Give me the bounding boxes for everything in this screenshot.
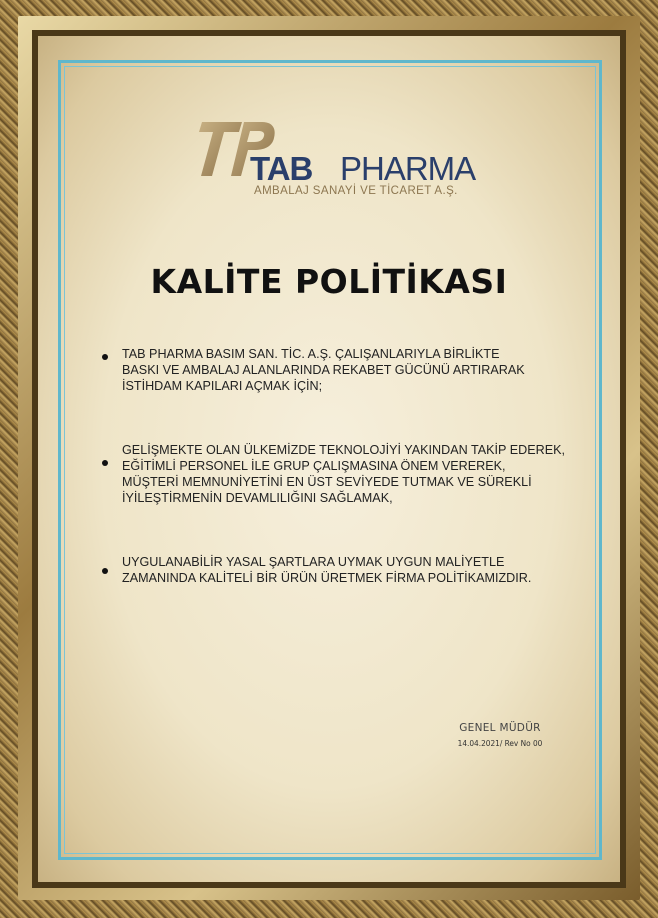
bullet-icon [102,460,108,466]
signature-title: GENEL MÜDÜR [459,722,541,734]
policy-text: TAB PHARMA BASIM SAN. TİC. A.Ş. ÇALIŞANLARIYLA BİRLİKTE BASKI VE AMBALAJ ALANLARINDA REKABET GÜCÜNÜ ARTIRARAK İSTİHDAM KAPILARI AÇMAK İÇİN; [122,347,525,393]
signature-block [440,722,560,748]
logo-text-pharma: PHARMA [340,150,476,187]
policy-text: UYGULANABİLİR YASAL ŞARTLARA UYMAK UYGUN MALİYETLE ZAMANINDA KALİTELİ BİR ÜRÜN ÜRETMEK FİRMA POLİTİKAMIZDIR. [122,555,532,585]
company-logo [190,118,476,198]
policy-text: GELİŞMEKTE OLAN ÜLKEMİZDE TEKNOLOJİYİ YAKINDAN TAKİP EDEREK, EĞİTİMLİ PERSONEL İLE GRUP ÇALIŞMASINA ÖNEM VEREREK, MÜŞTERİ MEMNUNİYETİNİ EN ÜST SEVİYEDE TUTMAK VE SÜREKLİ İYİLEŞTİRMENİN DEVAMLILIĞINI SAĞLAMAK, [122,443,566,505]
page-title: KALİTE POLİTİKASI [150,262,508,301]
bullet-icon [102,568,108,574]
bullet-icon [102,354,108,360]
logo-subtitle: AMBALAJ SANAYİ VE TİCARET A.Ş. [254,185,458,197]
logo-text-tab: TAB [250,150,313,187]
signature-date-revision: 14.04.2021/ Rev No 00 [457,738,543,748]
